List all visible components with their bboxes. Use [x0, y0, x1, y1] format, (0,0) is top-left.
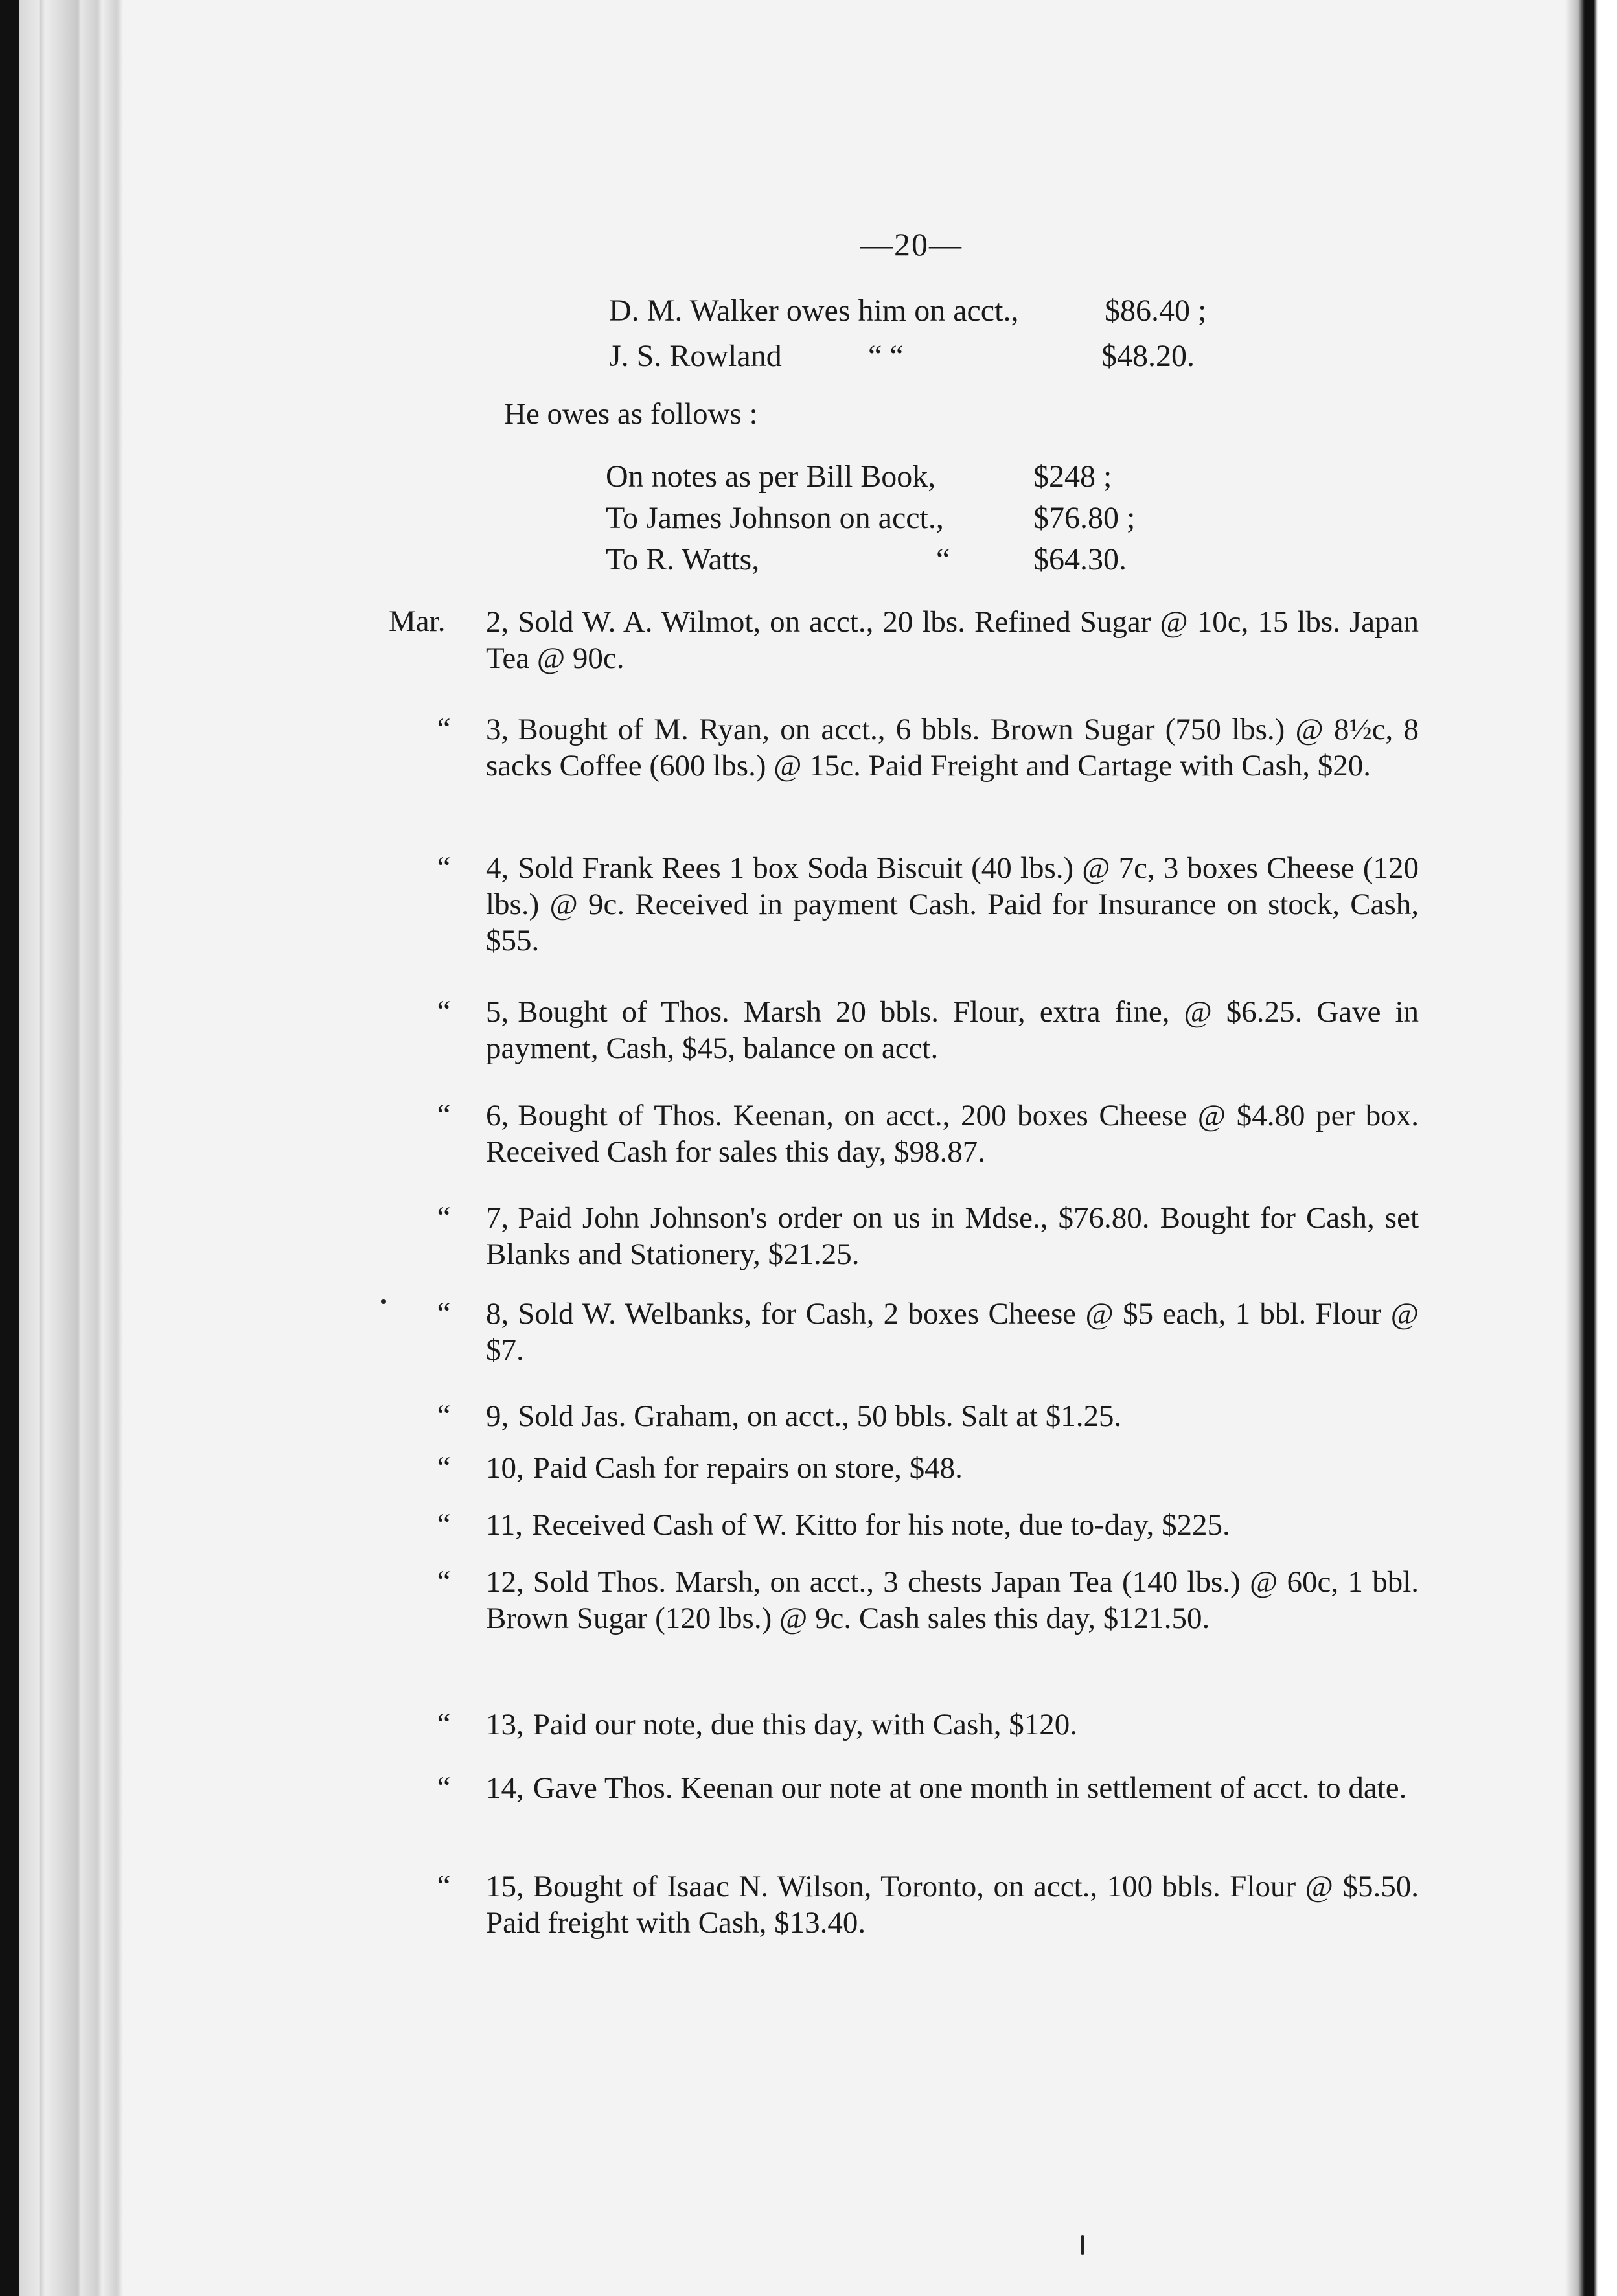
- ditto-mark: [389, 1507, 486, 1542]
- ditto-mark: [389, 850, 486, 885]
- entry-text: [486, 1706, 1419, 1743]
- payable-name: To James Johnson on acct.,: [606, 501, 944, 535]
- entry-day: 9,: [486, 1399, 509, 1433]
- entry-description: Bought of Isaac N. Wilson, Toronto, on acct., 100 bbls. Flour @ $5.50. Paid freight with Cash, $13.40.: [486, 1870, 1419, 1940]
- entry-day: 5,: [486, 995, 509, 1029]
- entry-day: 8,: [486, 1297, 509, 1331]
- ditto-marks: “ “: [868, 339, 904, 373]
- entry-description: Sold Thos. Marsh, on acct., 3 chests Japan Tea (140 lbs.) @ 60c, 1 bbl. Brown Sugar (120 lbs.) @ 9c. Cash sales this day, $121.50.: [486, 1565, 1419, 1635]
- entry-text: [486, 1564, 1419, 1636]
- entry-day: 12,: [486, 1565, 524, 1599]
- ditto-glyph: “: [437, 1399, 451, 1432]
- ditto-glyph: “: [437, 712, 451, 746]
- receivable-amount: $48.20.: [1101, 339, 1195, 373]
- entry-text: [486, 1097, 1419, 1170]
- entry-day: 14,: [486, 1771, 524, 1805]
- payable-line: [606, 542, 1254, 580]
- entry-description: Paid John Johnson's order on us in Mdse., $76.80. Bought for Cash, set Blanks and Stationery, $21.25.: [486, 1201, 1419, 1271]
- ditto-glyph: “: [437, 1451, 451, 1484]
- ditto-glyph: “: [437, 851, 451, 884]
- page-number: —20—: [860, 226, 963, 262]
- entry-day: 2,: [486, 605, 509, 639]
- payable-line: [606, 500, 1254, 539]
- entry-description: Bought of Thos. Marsh 20 bbls. Flour, extra fine, @ $6.25. Gave in payment, Cash, $45, balance on acct.: [486, 995, 1419, 1065]
- receivable-name: D. M. Walker owes him on acct.,: [609, 293, 1019, 328]
- entry-description: Paid our note, due this day, with Cash, $120.: [533, 1708, 1078, 1741]
- payable-amount: $64.30.: [1033, 542, 1127, 577]
- entry-description: Received Cash of W. Kitto for his note, due to-day, $225.: [532, 1508, 1230, 1542]
- ditto-glyph: “: [437, 1869, 451, 1903]
- ditto-marks: “: [936, 542, 950, 577]
- payable-name: To R. Watts,: [606, 542, 760, 577]
- ditto-glyph: “: [437, 1508, 451, 1541]
- scan-speck: [1081, 2235, 1084, 2255]
- scan-speck: [381, 1299, 386, 1304]
- entry-month: [389, 604, 486, 639]
- entry-description: Paid Cash for repairs on store, $48.: [533, 1451, 963, 1485]
- ditto-mark: [389, 1097, 486, 1132]
- entry-description: Sold W. Welbanks, for Cash, 2 boxes Cheese @ $5 each, 1 bbl. Flour @ $7.: [486, 1297, 1419, 1367]
- entry-description: Sold W. A. Wilmot, on acct., 20 lbs. Refined Sugar @ 10c, 15 lbs. Japan Tea @ 90c.: [486, 605, 1419, 675]
- entry-day: 7,: [486, 1201, 509, 1235]
- receivable-name: J. S. Rowland: [609, 339, 782, 373]
- owes-intro: He owes as follows :: [504, 397, 758, 431]
- ditto-glyph: “: [437, 1707, 451, 1741]
- entry-day: 11,: [486, 1508, 523, 1542]
- ditto-mark: [389, 1706, 486, 1741]
- entry-day: 13,: [486, 1708, 524, 1741]
- ditto-glyph: “: [437, 1565, 451, 1598]
- entry-text: [486, 1200, 1419, 1272]
- ditto-mark: [389, 1200, 486, 1235]
- ditto-mark: [389, 1398, 486, 1433]
- binding-edge-left: [0, 0, 123, 2296]
- receivable-amount: $86.40 ;: [1105, 293, 1207, 328]
- entry-text: [486, 711, 1419, 784]
- entry-text: [486, 1398, 1419, 1434]
- receivable-line: [609, 338, 1257, 377]
- ditto-mark: [389, 711, 486, 746]
- entry-day: 10,: [486, 1451, 524, 1485]
- entry-description: Sold Jas. Graham, on acct., 50 bbls. Salt at $1.25.: [518, 1399, 1122, 1433]
- payable-amount: $248 ;: [1033, 459, 1112, 494]
- entry-text: [486, 994, 1419, 1066]
- ditto-glyph: “: [437, 1098, 451, 1132]
- entry-description: Gave Thos. Keenan our note at one month in settlement of acct. to date.: [533, 1771, 1407, 1805]
- entry-text: [486, 1296, 1419, 1368]
- entry-text: [486, 604, 1419, 676]
- ditto-glyph: “: [437, 1296, 451, 1330]
- ditto-glyph: “: [437, 994, 451, 1028]
- entry-text: [486, 1507, 1419, 1543]
- payable-name: On notes as per Bill Book,: [606, 459, 936, 494]
- entry-day: 4,: [486, 851, 509, 885]
- entry-description: Bought of Thos. Keenan, on acct., 200 boxes Cheese @ $4.80 per box. Received Cash for sales this day, $98.87.: [486, 1099, 1419, 1169]
- binding-edge-right: [1565, 0, 1617, 2296]
- entry-description: Sold Frank Rees 1 box Soda Biscuit (40 lbs.) @ 7c, 3 boxes Cheese (120 lbs.) @ 9c. Received in payment Cash. Paid for Insurance on stock, Cash, $55.: [486, 851, 1419, 958]
- entry-text: [486, 1450, 1419, 1486]
- ditto-mark: [389, 1296, 486, 1331]
- entry-text: [486, 1770, 1419, 1806]
- ditto-mark: [389, 1564, 486, 1599]
- receivable-line: [609, 293, 1257, 332]
- month-label: Mar.: [389, 604, 446, 638]
- entry-description: Bought of M. Ryan, on acct., 6 bbls. Brown Sugar (750 lbs.) @ 8½c, 8 sacks Coffee (600 lbs.) @ 15c. Paid Freight and Cartage with Cash, $20.: [486, 713, 1419, 783]
- entry-text: [486, 850, 1419, 959]
- entry-day: 6,: [486, 1099, 509, 1132]
- ditto-glyph: “: [437, 1771, 451, 1804]
- entry-text: [486, 1868, 1419, 1941]
- ditto-mark: [389, 1868, 486, 1903]
- ditto-mark: [389, 1450, 486, 1485]
- payable-line: [606, 459, 1254, 498]
- entry-day: 3,: [486, 713, 509, 746]
- ditto-mark: [389, 994, 486, 1029]
- ditto-glyph: “: [437, 1200, 451, 1234]
- ditto-mark: [389, 1770, 486, 1805]
- payable-amount: $76.80 ;: [1033, 501, 1136, 535]
- entry-day: 15,: [486, 1870, 524, 1903]
